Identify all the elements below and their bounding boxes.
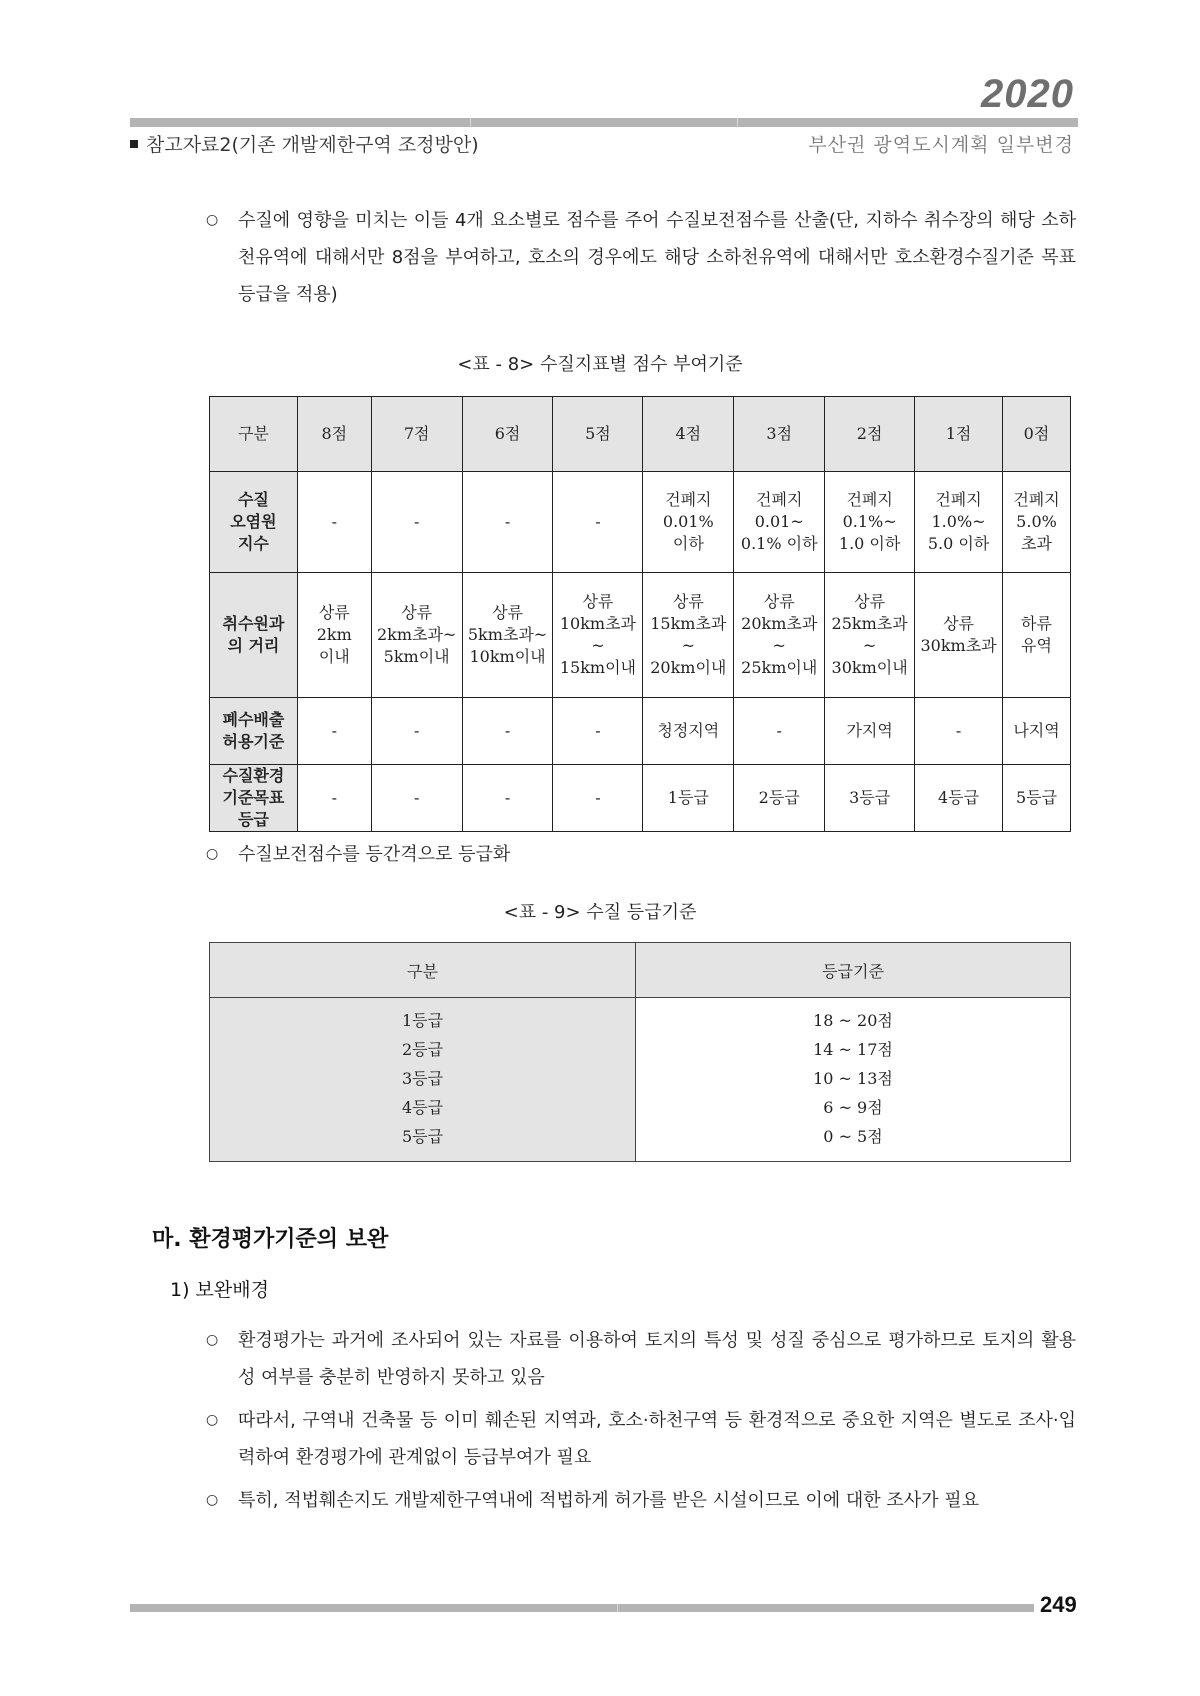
- row-header-cell: [210, 765, 298, 832]
- cell-line: 5km이내: [383, 647, 450, 666]
- row-header-cell: [210, 698, 298, 765]
- cell-line: 1등급: [667, 788, 709, 807]
- header-cell: 2점: [825, 397, 915, 472]
- table-cell: [643, 472, 734, 573]
- circle-bullet-icon: ○: [206, 1492, 219, 1508]
- row-header-cell: [210, 573, 298, 698]
- cell-line: 4등급: [937, 788, 980, 807]
- cell-line: 상류: [943, 614, 974, 633]
- cell-line: -: [776, 721, 782, 740]
- cell-line: 의 거리: [227, 636, 280, 655]
- cell-line: 기준목표: [222, 788, 285, 807]
- table-cell: [462, 698, 553, 765]
- table-cell: [553, 698, 643, 765]
- table-cell: [297, 472, 371, 573]
- cell-line: 가지역: [846, 721, 893, 740]
- cell-line: 상류: [401, 603, 433, 622]
- table-cell: [1003, 573, 1071, 698]
- cell-line: 1.0 이하: [838, 534, 901, 553]
- table-header-row: [210, 943, 1071, 998]
- cell-line: 상류: [763, 592, 795, 611]
- section-paragraph: [206, 1402, 1076, 1476]
- table-cell: [825, 698, 915, 765]
- cell-line: 폐수배출: [222, 710, 285, 729]
- table-cell: [1003, 698, 1071, 765]
- cell-line: 상류: [492, 603, 523, 622]
- grade-list-cell: [210, 998, 636, 1162]
- cell-line: -: [504, 721, 511, 740]
- table-cell: [462, 472, 553, 573]
- grade-label: 5등급: [401, 1127, 444, 1146]
- cell-line: -: [504, 512, 511, 531]
- cell-line: -: [413, 721, 420, 740]
- running-header-right: 부산권 광역도시계획 일부변경: [808, 134, 1074, 156]
- table-cell: [553, 472, 643, 573]
- cell-line: -: [955, 721, 962, 740]
- cell-line: 건폐지: [846, 490, 893, 509]
- criteria-value: 18 ~ 20점: [813, 1011, 893, 1030]
- circle-bullet-icon: ○: [206, 212, 219, 228]
- paragraph-text: 환경평가는 과거에 조사되어 있는 자료를 이용하여 토지의 특성 및 성질 중심으로 평가하므로 토지의 활용성 여부를 충분히 반영하지 못하고 있음: [238, 1330, 1076, 1388]
- cell-line: 등급: [237, 810, 269, 829]
- header-cell: 8점: [297, 397, 371, 472]
- score-criteria-table: [209, 396, 1071, 832]
- cell-line: 건폐지: [756, 490, 803, 509]
- table-cell: [297, 765, 371, 832]
- table-row: [210, 698, 1071, 765]
- table-cell: [734, 472, 825, 573]
- table-cell: [371, 765, 462, 832]
- cell-line: 30km초과: [920, 636, 997, 655]
- cell-line: 0.1%~: [842, 512, 897, 531]
- square-bullet-icon: [130, 140, 138, 148]
- table-cell: [825, 765, 915, 832]
- cell-line: 10km이내: [469, 647, 546, 666]
- rule-divider: [470, 118, 471, 127]
- table-row: [210, 573, 1071, 698]
- cell-line: 20km초과~: [741, 614, 818, 655]
- cell-line: 1.0%~: [931, 512, 986, 531]
- circle-bullet-icon: ○: [206, 1412, 219, 1428]
- chapter-title: 참고자료2(기존 개발제한구역 조정방안): [146, 134, 479, 156]
- header-cell: 0점: [1003, 397, 1071, 472]
- cell-line: 상류: [854, 592, 886, 611]
- table-cell: [734, 698, 825, 765]
- header-cell: 7점: [371, 397, 462, 472]
- cell-line: 나지역: [1013, 721, 1060, 740]
- cell-line: 5등급: [1015, 788, 1058, 807]
- header-cell: 3점: [734, 397, 825, 472]
- table-cell: [915, 698, 1003, 765]
- table-cell: [915, 573, 1003, 698]
- cell-line: 건폐지: [935, 490, 982, 509]
- cell-line: 15km초과~: [650, 614, 727, 655]
- cell-line: -: [331, 512, 337, 531]
- section-paragraph: [206, 1482, 1076, 1519]
- cell-line: -: [595, 512, 601, 531]
- cell-line: -: [413, 788, 420, 807]
- cell-line: 30km이내: [831, 658, 908, 677]
- cell-line: 10km초과~: [559, 614, 636, 655]
- cell-line: 하류: [1021, 614, 1052, 633]
- cell-line: -: [331, 721, 337, 740]
- header-cell: 구분: [210, 397, 298, 472]
- table8-caption: <표 - 8> 수질지표별 점수 부여기준: [457, 354, 743, 375]
- grade-label: 3등급: [401, 1069, 444, 1088]
- table-header-row: [210, 397, 1071, 472]
- table-cell: [643, 765, 734, 832]
- criteria-value: 6 ~ 9점: [823, 1098, 883, 1117]
- section-paragraph: [206, 1322, 1076, 1396]
- paragraph-text: 수질보전점수를 등간격으로 등급화: [238, 844, 511, 865]
- header-cell: 6점: [462, 397, 553, 472]
- cell-line: 상류 2km: [316, 603, 352, 644]
- cell-line: 상류: [582, 592, 614, 611]
- table9-caption: <표 - 9> 수질 등급기준: [503, 902, 697, 923]
- cell-line: 5.0%: [1016, 512, 1057, 531]
- cell-line: 15km이내: [559, 658, 636, 677]
- cell-line: 3등급: [849, 788, 891, 807]
- table-row: [210, 765, 1071, 832]
- circle-bullet-icon: ○: [206, 846, 219, 862]
- criteria-value: 10 ~ 13점: [813, 1069, 893, 1088]
- table-cell: [915, 765, 1003, 832]
- cell-line: 지수: [237, 534, 269, 553]
- cell-line: 20km이내: [650, 658, 727, 677]
- cell-line: -: [595, 721, 601, 740]
- cell-line: 건폐지: [1013, 490, 1060, 509]
- cell-line: 상류: [672, 592, 704, 611]
- circle-bullet-icon: ○: [206, 1332, 219, 1348]
- table-cell: [825, 472, 915, 573]
- table-cell: [1003, 472, 1071, 573]
- intro-paragraph: [206, 202, 1076, 313]
- cell-line: 0.01%: [662, 512, 714, 531]
- paragraph-text: 특히, 적법훼손지도 개발제한구역내에 적법하게 허가를 받은 시설이므로 이에 대한 조사가 필요: [238, 1490, 980, 1511]
- header-cell: 구분: [210, 943, 636, 998]
- table-cell: [553, 765, 643, 832]
- section-heading: 마. 환경평가기준의 보완: [152, 1227, 389, 1252]
- table-cell: [643, 698, 734, 765]
- table-cell: [297, 573, 371, 698]
- rule-divider: [617, 1604, 618, 1612]
- table-row: [210, 998, 1071, 1162]
- footer-rule: [130, 1604, 1034, 1612]
- rule-divider: [737, 118, 738, 127]
- cell-line: 25km이내: [741, 658, 818, 677]
- cell-line: 수질: [237, 490, 269, 509]
- table-cell: [371, 698, 462, 765]
- page-number: 249: [1040, 1592, 1077, 1617]
- cell-line: -: [413, 512, 420, 531]
- table-cell: [825, 573, 915, 698]
- table-cell: [915, 472, 1003, 573]
- cell-line: 5.0 이하: [927, 534, 990, 553]
- header-cell: 4점: [643, 397, 734, 472]
- cell-line: 0.1% 이하: [740, 534, 818, 553]
- table-cell: [734, 573, 825, 698]
- criteria-value: 0 ~ 5점: [823, 1127, 883, 1146]
- paragraph-text: 수질에 영향을 미치는 이들 4개 요소별로 점수를 주어 수질보전점수를 산출(단, 지하수 취수장의 해당 소하천유역에 대해서만 8점을 부여하고, 호소의 경우에도 해당 소하천유역에 대해서만 호소환경수질기준 목표등급을 적용): [238, 210, 1076, 305]
- header-rule: [130, 118, 1078, 127]
- criteria-list-cell: [636, 998, 1071, 1162]
- header-cell: 1점: [915, 397, 1003, 472]
- table-cell: [371, 472, 462, 573]
- cell-line: 건폐지: [665, 490, 712, 509]
- cell-line: 0.01~: [754, 512, 804, 531]
- cell-line: 이하: [672, 534, 704, 553]
- table-row: [210, 472, 1071, 573]
- cell-line: -: [504, 788, 511, 807]
- grading-paragraph: [206, 836, 1076, 873]
- grade-criteria-table: [209, 942, 1071, 1162]
- table-cell: [462, 573, 553, 698]
- table-cell: [734, 765, 825, 832]
- cell-line: -: [595, 788, 601, 807]
- cell-line: -: [331, 788, 337, 807]
- header-cell: 등급기준: [636, 943, 1071, 998]
- table-cell: [553, 573, 643, 698]
- table-cell: [297, 698, 371, 765]
- grade-label: 2등급: [401, 1040, 444, 1059]
- cell-line: 2km초과~: [376, 625, 457, 644]
- cell-line: 초과: [1021, 534, 1052, 553]
- paragraph-text: 따라서, 구역내 건축물 등 이미 훼손된 지역과, 호소·하천구역 등 환경적으로 중요한 지역은 별도로 조사·입력하여 환경평가에 관계없이 등급부여가 필요: [238, 1410, 1076, 1468]
- cell-line: 5km초과~: [467, 625, 548, 644]
- cell-line: 수질환경: [222, 766, 285, 785]
- table-cell: [1003, 765, 1071, 832]
- cell-line: 오염원: [230, 512, 277, 531]
- table-cell: [371, 573, 462, 698]
- cell-line: 취수원과: [222, 614, 285, 633]
- grade-label: 4등급: [401, 1098, 444, 1117]
- cell-line: 이내: [318, 647, 350, 666]
- running-header-left: [130, 130, 479, 157]
- cell-line: 2등급: [758, 788, 800, 807]
- table-cell: [643, 573, 734, 698]
- cell-line: 허용기준: [222, 732, 285, 751]
- row-header-cell: [210, 472, 298, 573]
- header-cell: 5점: [553, 397, 643, 472]
- table-cell: [462, 765, 553, 832]
- document-year: 2020: [981, 72, 1074, 116]
- criteria-value: 14 ~ 17점: [813, 1040, 893, 1059]
- cell-line: 유역: [1021, 636, 1052, 655]
- cell-line: 청정지역: [657, 721, 720, 740]
- subsection-heading: 1) 보완배경: [170, 1279, 269, 1301]
- cell-line: 25km초과~: [831, 614, 908, 655]
- grade-label: 1등급: [401, 1011, 444, 1030]
